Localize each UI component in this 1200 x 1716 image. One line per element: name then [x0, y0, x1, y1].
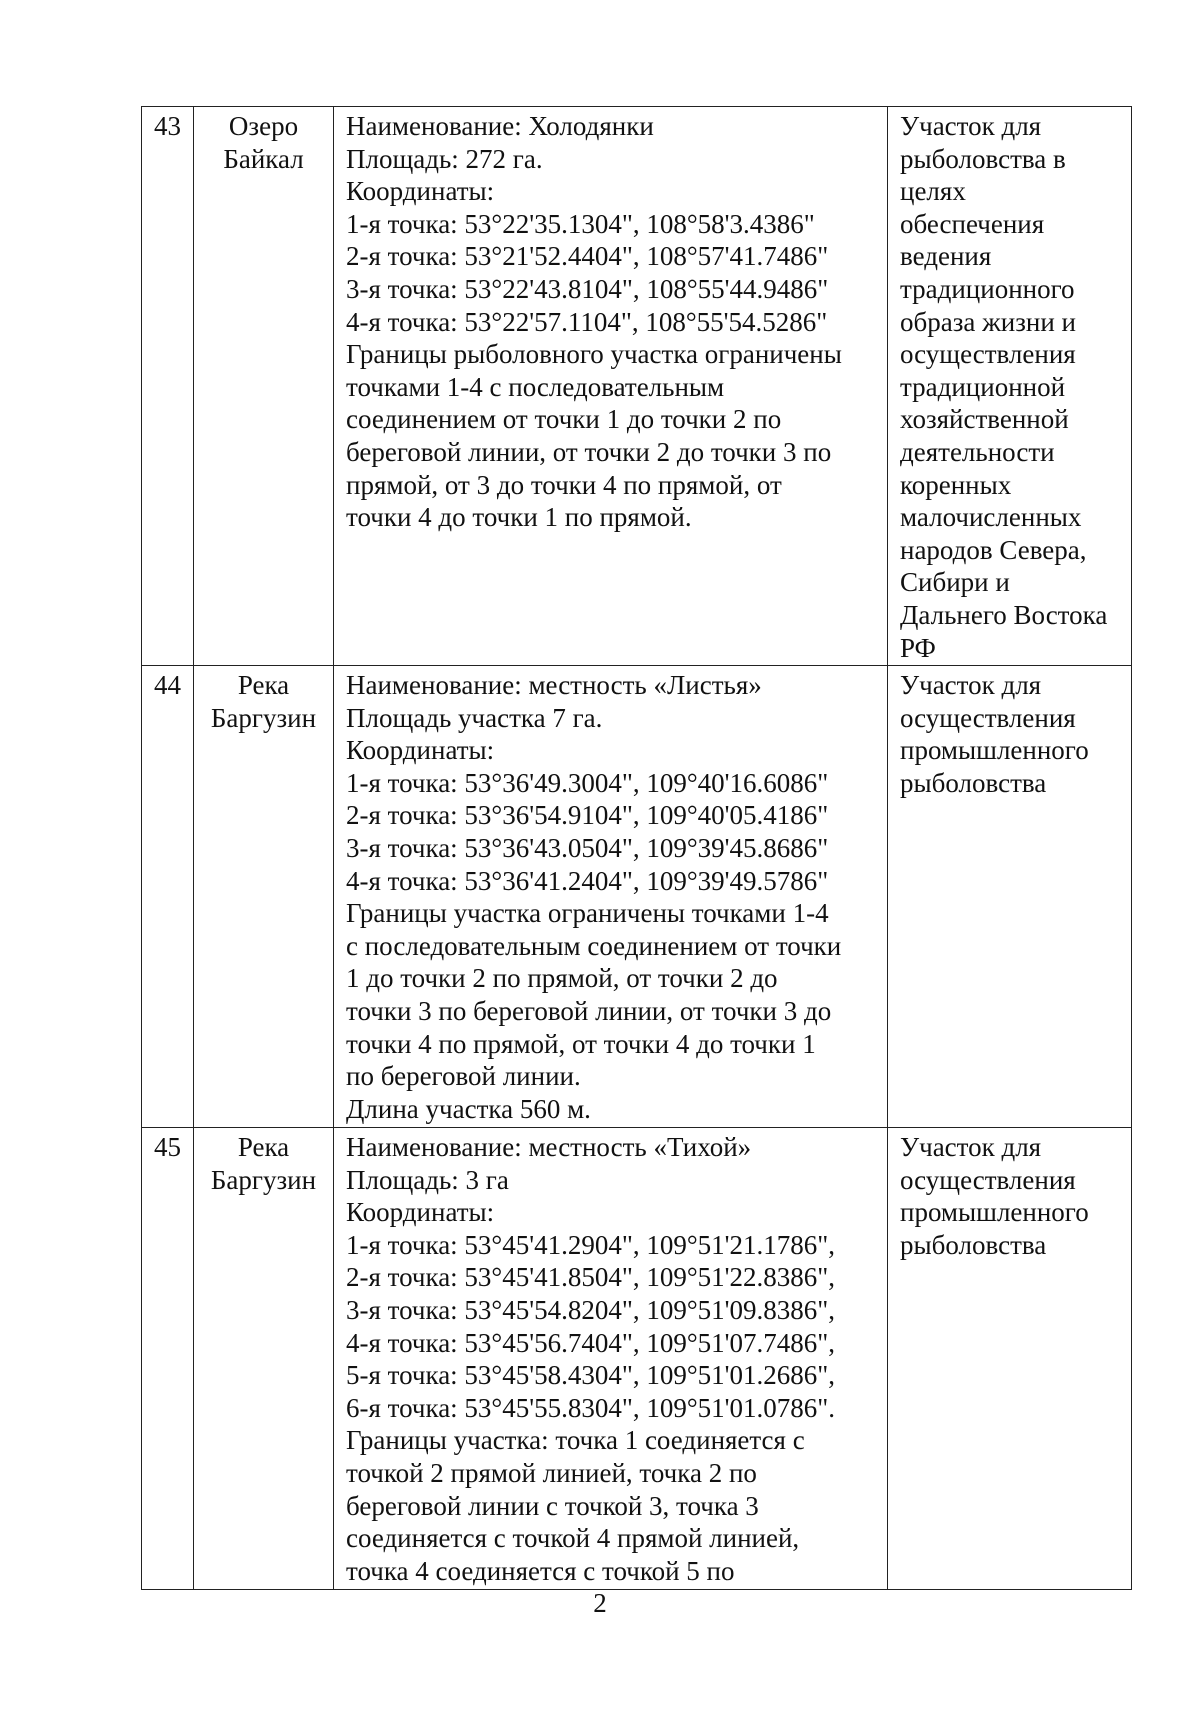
- text-line: точками 1-4 с последовательным: [346, 371, 725, 402]
- row-number: 44: [142, 666, 194, 1128]
- text-line: Сибири и: [900, 567, 1010, 598]
- text-line: 6-я точка: 53°45'55.8304", 109°51'01.0786".: [346, 1392, 836, 1423]
- text-line: с последовательным соединением от точки: [346, 930, 842, 961]
- text-line: коренных: [900, 469, 1012, 500]
- text-line: Координаты:: [346, 1197, 495, 1228]
- text-line: 1 до точки 2 по прямой, от точки 2 до: [346, 963, 778, 994]
- text-line: соединяется с точкой 4 прямой линией,: [346, 1523, 800, 1554]
- text-line: осуществления: [900, 339, 1076, 370]
- text-line: 3-я точка: 53°36'43.0504", 109°39'45.8686": [346, 832, 829, 863]
- row-number: 45: [142, 1128, 194, 1590]
- water-body: Озеро Байкал: [194, 107, 334, 666]
- text-line: рыболовства в: [900, 143, 1066, 174]
- text-line: малочисленных: [900, 502, 1082, 533]
- text-line: промышленного: [900, 735, 1089, 766]
- text-line: 5-я точка: 53°45'58.4304", 109°51'01.2686",: [346, 1360, 836, 1391]
- water-body: Река Баргузин: [194, 1128, 334, 1590]
- text-line: Координаты:: [346, 735, 495, 766]
- text-line: Дальнего Востока: [900, 599, 1108, 630]
- text-line: Участок для: [900, 670, 1042, 700]
- area-purpose: [888, 107, 1132, 666]
- text-line: Границы рыболовного участка ограничены: [346, 339, 842, 370]
- row-number: 43: [142, 107, 194, 666]
- text-line: точки 4 до точки 1 по прямой.: [346, 502, 692, 533]
- text-line: Координаты:: [346, 176, 495, 207]
- text-line: береговой линии, от точки 2 до точки 3 по: [346, 436, 832, 467]
- area-description: [334, 107, 888, 666]
- text-line: обеспечения: [900, 208, 1045, 239]
- text-line: Участок для: [900, 1132, 1042, 1162]
- text-line: ведения: [900, 241, 992, 272]
- text-line: Площадь: 3 га: [346, 1164, 509, 1195]
- text-line: 4-я точка: 53°36'41.2404", 109°39'49.5786": [346, 865, 829, 896]
- text-line: осуществления: [900, 702, 1076, 733]
- text-line: 4-я точка: 53°45'56.7404", 109°51'07.7486",: [346, 1327, 836, 1358]
- text-line: целях: [900, 176, 966, 207]
- text-line: 2-я точка: 53°36'54.9104", 109°40'05.4186": [346, 800, 829, 831]
- text-line: деятельности: [900, 436, 1055, 467]
- text-line: образа жизни и: [900, 306, 1076, 337]
- text-line: точка 4 соединяется с точкой 5 по: [346, 1555, 735, 1586]
- text-line: хозяйственной: [900, 404, 1069, 435]
- text-line: традиционной: [900, 371, 1066, 402]
- area-purpose: [888, 666, 1132, 1128]
- text-line: 2-я точка: 53°21'52.4404", 108°57'41.7486": [346, 241, 829, 272]
- text-line: Площадь участка 7 га.: [346, 702, 603, 733]
- text-line: 3-я точка: 53°22'43.8104", 108°55'44.9486": [346, 273, 829, 304]
- text-line: 1-я точка: 53°22'35.1304", 108°58'3.4386": [346, 208, 815, 239]
- text-line: Границы участка ограничены точками 1-4: [346, 898, 829, 929]
- area-description: [334, 1128, 888, 1590]
- page-number: 2: [593, 1588, 607, 1618]
- text-line: рыболовства: [900, 767, 1047, 798]
- area-purpose: [888, 1128, 1132, 1590]
- text-line: точки 3 по береговой линии, от точки 3 до: [346, 995, 832, 1026]
- text-line: 3-я точка: 53°45'54.8204", 109°51'09.8386",: [346, 1294, 836, 1325]
- text-line: Участок для: [900, 111, 1042, 141]
- area-description: [334, 666, 888, 1128]
- text-line: народов Севера,: [900, 534, 1087, 565]
- text-line: соединением от точки 1 до точки 2 по: [346, 404, 782, 435]
- table-row: [142, 666, 1132, 1128]
- text-line: прямой, от 3 до точки 4 по прямой, от: [346, 469, 782, 500]
- text-line: по береговой линии.: [346, 1061, 581, 1092]
- fishing-areas-table: [141, 106, 1132, 1590]
- water-body: Река Баргузин: [194, 666, 334, 1128]
- text-line: РФ: [900, 632, 936, 663]
- text-line: Наименование: Холодянки: [346, 111, 654, 141]
- text-line: Площадь: 272 га.: [346, 143, 543, 174]
- text-line: 4-я точка: 53°22'57.1104", 108°55'54.5286": [346, 306, 828, 337]
- text-line: 2-я точка: 53°45'41.8504", 109°51'22.8386",: [346, 1262, 836, 1293]
- text-line: рыболовства: [900, 1229, 1047, 1260]
- table-row: [142, 1128, 1132, 1590]
- text-line: Границы участка: точка 1 соединяется с: [346, 1425, 805, 1456]
- text-line: береговой линии с точкой 3, точка 3: [346, 1490, 759, 1521]
- text-line: традиционного: [900, 273, 1075, 304]
- text-line: Наименование: местность «Листья»: [346, 670, 762, 700]
- text-line: Наименование: местность «Тихой»: [346, 1132, 752, 1162]
- text-line: точкой 2 прямой линией, точка 2 по: [346, 1457, 757, 1488]
- text-line: осуществления: [900, 1164, 1076, 1195]
- text-line: промышленного: [900, 1197, 1089, 1228]
- table-row: [142, 107, 1132, 666]
- text-line: точки 4 по прямой, от точки 4 до точки 1: [346, 1028, 816, 1059]
- text-line: Длина участка 560 м.: [346, 1093, 591, 1124]
- text-line: 1-я точка: 53°45'41.2904", 109°51'21.1786",: [346, 1229, 836, 1260]
- text-line: 1-я точка: 53°36'49.3004", 109°40'16.6086": [346, 767, 829, 798]
